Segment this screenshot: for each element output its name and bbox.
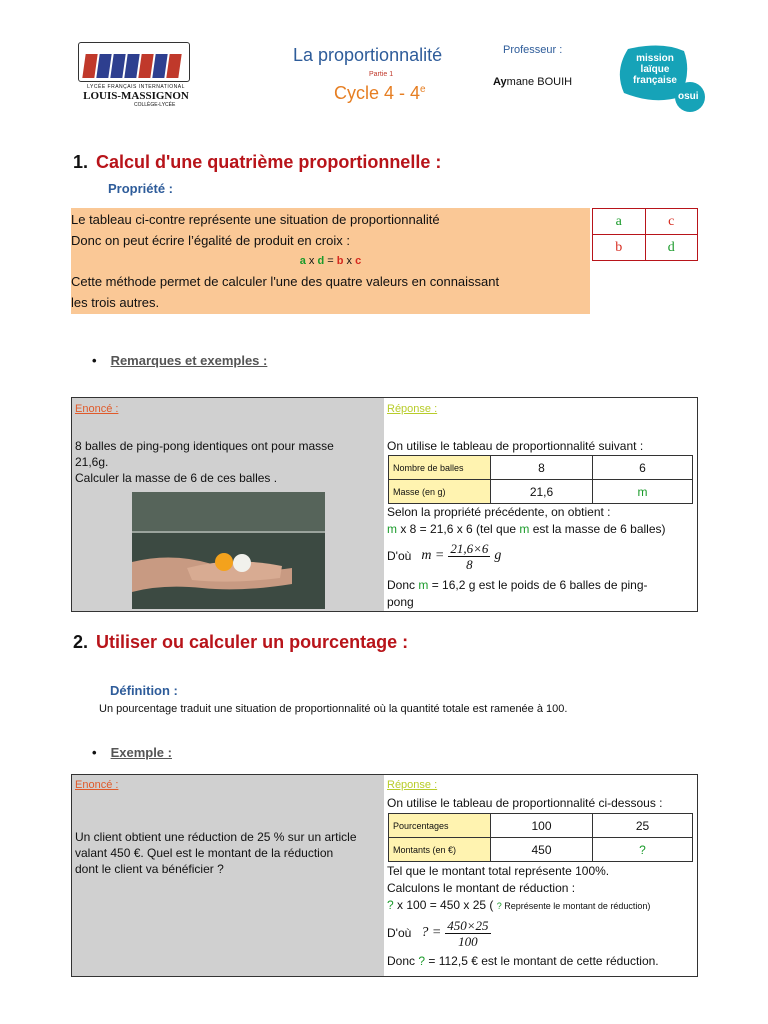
reponse-2-line-3: ? x 100 = 450 x 25 ( ? Représente le montant de réduction)	[387, 898, 651, 912]
amount-header: Montants (en €)	[389, 838, 491, 862]
example-1-box	[71, 397, 698, 612]
amount-value-2: ?	[593, 838, 693, 862]
professor-name: Aymane BOUIH	[493, 76, 573, 88]
cell-a: a	[593, 209, 646, 235]
reponse-line-4: Donc m = 16,2 g est le poids de 6 balles de ping-	[387, 578, 648, 592]
balls-header: Nombre de balles	[389, 456, 491, 480]
mlf-logo	[614, 43, 710, 115]
reponse-intro-2: On utilise le tableau de proportionnalité ci-dessous :	[387, 796, 663, 810]
cell-c: c	[645, 209, 698, 235]
logo-name: LOUIS-MASSIGNON	[83, 90, 189, 102]
definition-label: Définition :	[110, 683, 178, 698]
ping-pong-photo	[132, 492, 325, 609]
cross-product-equation: a x d = b x c	[299, 255, 362, 267]
example-2-box	[71, 774, 698, 977]
enonce-label: Enoncé :	[75, 403, 119, 415]
abcd-table	[592, 208, 698, 261]
balls-value-2: 6	[593, 456, 693, 480]
reponse-line-2: m x 8 = 21,6 x 6 (tel que m est la masse de 6 balles)	[387, 522, 666, 536]
reponse-formula: D'où m = $\frac{21,6\times 6}{8}$ g	[387, 540, 502, 572]
school-logo	[74, 40, 198, 108]
property-line-2: Donc on peut écrire l’égalité de produit en croix :	[71, 233, 350, 248]
professor-label: Professeur :	[503, 44, 563, 56]
reponse-label-2: Réponse :	[387, 779, 438, 791]
enonce-text: 8 balles de ping-pong identiques ont pour masse 21,6g. Calculer la masse de 6 de ces balles .	[75, 439, 334, 485]
partie-label: Partie 1	[369, 71, 394, 78]
reponse-2-line-2: Calculons le montant de réduction :	[387, 881, 576, 895]
definition-text: Un pourcentage traduit une situation de proportionnalité où la quantité totale est ramenée à 100.	[99, 703, 568, 715]
cell-d: d	[645, 235, 698, 261]
exemple-bullet: • Exemple :	[92, 745, 172, 760]
reponse-line-5: pong	[387, 595, 414, 609]
reponse-2-line-5: Donc ? = 112,5 € est le montant de cette réduction.	[387, 954, 659, 968]
example-2-reponse	[387, 775, 697, 976]
percent-value-1: 100	[491, 814, 593, 838]
enonce-text-2: Un client obtient une réduction de 25 % sur un article valant 450 €. Quel est le montant de la réduction dont le client va bénéficier ?	[75, 830, 357, 876]
property-line-5: les trois autres.	[71, 295, 160, 310]
logo-subtitle: LYCÉE FRANÇAIS INTERNATIONAL	[87, 84, 185, 90]
logo-level: COLLÈGE-LYCÉE	[134, 102, 176, 108]
percent-value-2: 25	[593, 814, 693, 838]
property-box	[71, 208, 590, 314]
cell-b: b	[593, 235, 646, 261]
property-label: Propriété :	[108, 181, 174, 196]
reponse-2-formula: D'où ? = $\frac{450\times 25}{100}$	[387, 917, 489, 949]
example-1-reponse	[387, 398, 697, 611]
section-1-heading: 1. Calcul d'une quatrième proportionnelle :	[73, 152, 442, 172]
mlf-word-2: laïque	[640, 64, 670, 75]
reponse-line-1: Selon la propriété précédente, on obtient :	[387, 505, 611, 519]
mass-value-2: m	[593, 480, 693, 504]
mlf-word-3: française	[633, 75, 677, 86]
reponse-intro: On utilise le tableau de proportionnalité suivant :	[387, 439, 644, 453]
reponse-label: Réponse :	[387, 403, 438, 415]
percent-table	[388, 813, 693, 862]
mlf-word-1: mission	[636, 53, 674, 64]
document-title: La proportionnalité	[293, 45, 443, 65]
balls-value-1: 8	[491, 456, 593, 480]
enonce-label-2: Enoncé :	[75, 779, 119, 791]
logo-color-blocks	[84, 54, 184, 78]
mlf-osui: osui	[678, 91, 699, 102]
balls-table	[388, 455, 693, 504]
percent-header: Pourcentages	[389, 814, 491, 838]
property-line-1: Le tableau ci-contre représente une situation de proportionnalité	[71, 212, 440, 227]
mass-value-1: 21,6	[491, 480, 593, 504]
remarks-bullet: • Remarques et exemples :	[92, 353, 268, 368]
cycle-label: Cycle 4 - 4e	[334, 83, 426, 103]
example-2-enonce	[72, 775, 384, 976]
property-line-4: Cette méthode permet de calculer l'une des quatre valeurs en connaissant	[71, 274, 500, 289]
reponse-2-line-1: Tel que le montant total représente 100%.	[387, 864, 610, 878]
mass-header: Masse (en g)	[389, 480, 491, 504]
amount-value-1: 450	[491, 838, 593, 862]
section-2-heading: 2. Utiliser ou calculer un pourcentage :	[73, 632, 409, 652]
example-1-enonce	[72, 398, 384, 611]
